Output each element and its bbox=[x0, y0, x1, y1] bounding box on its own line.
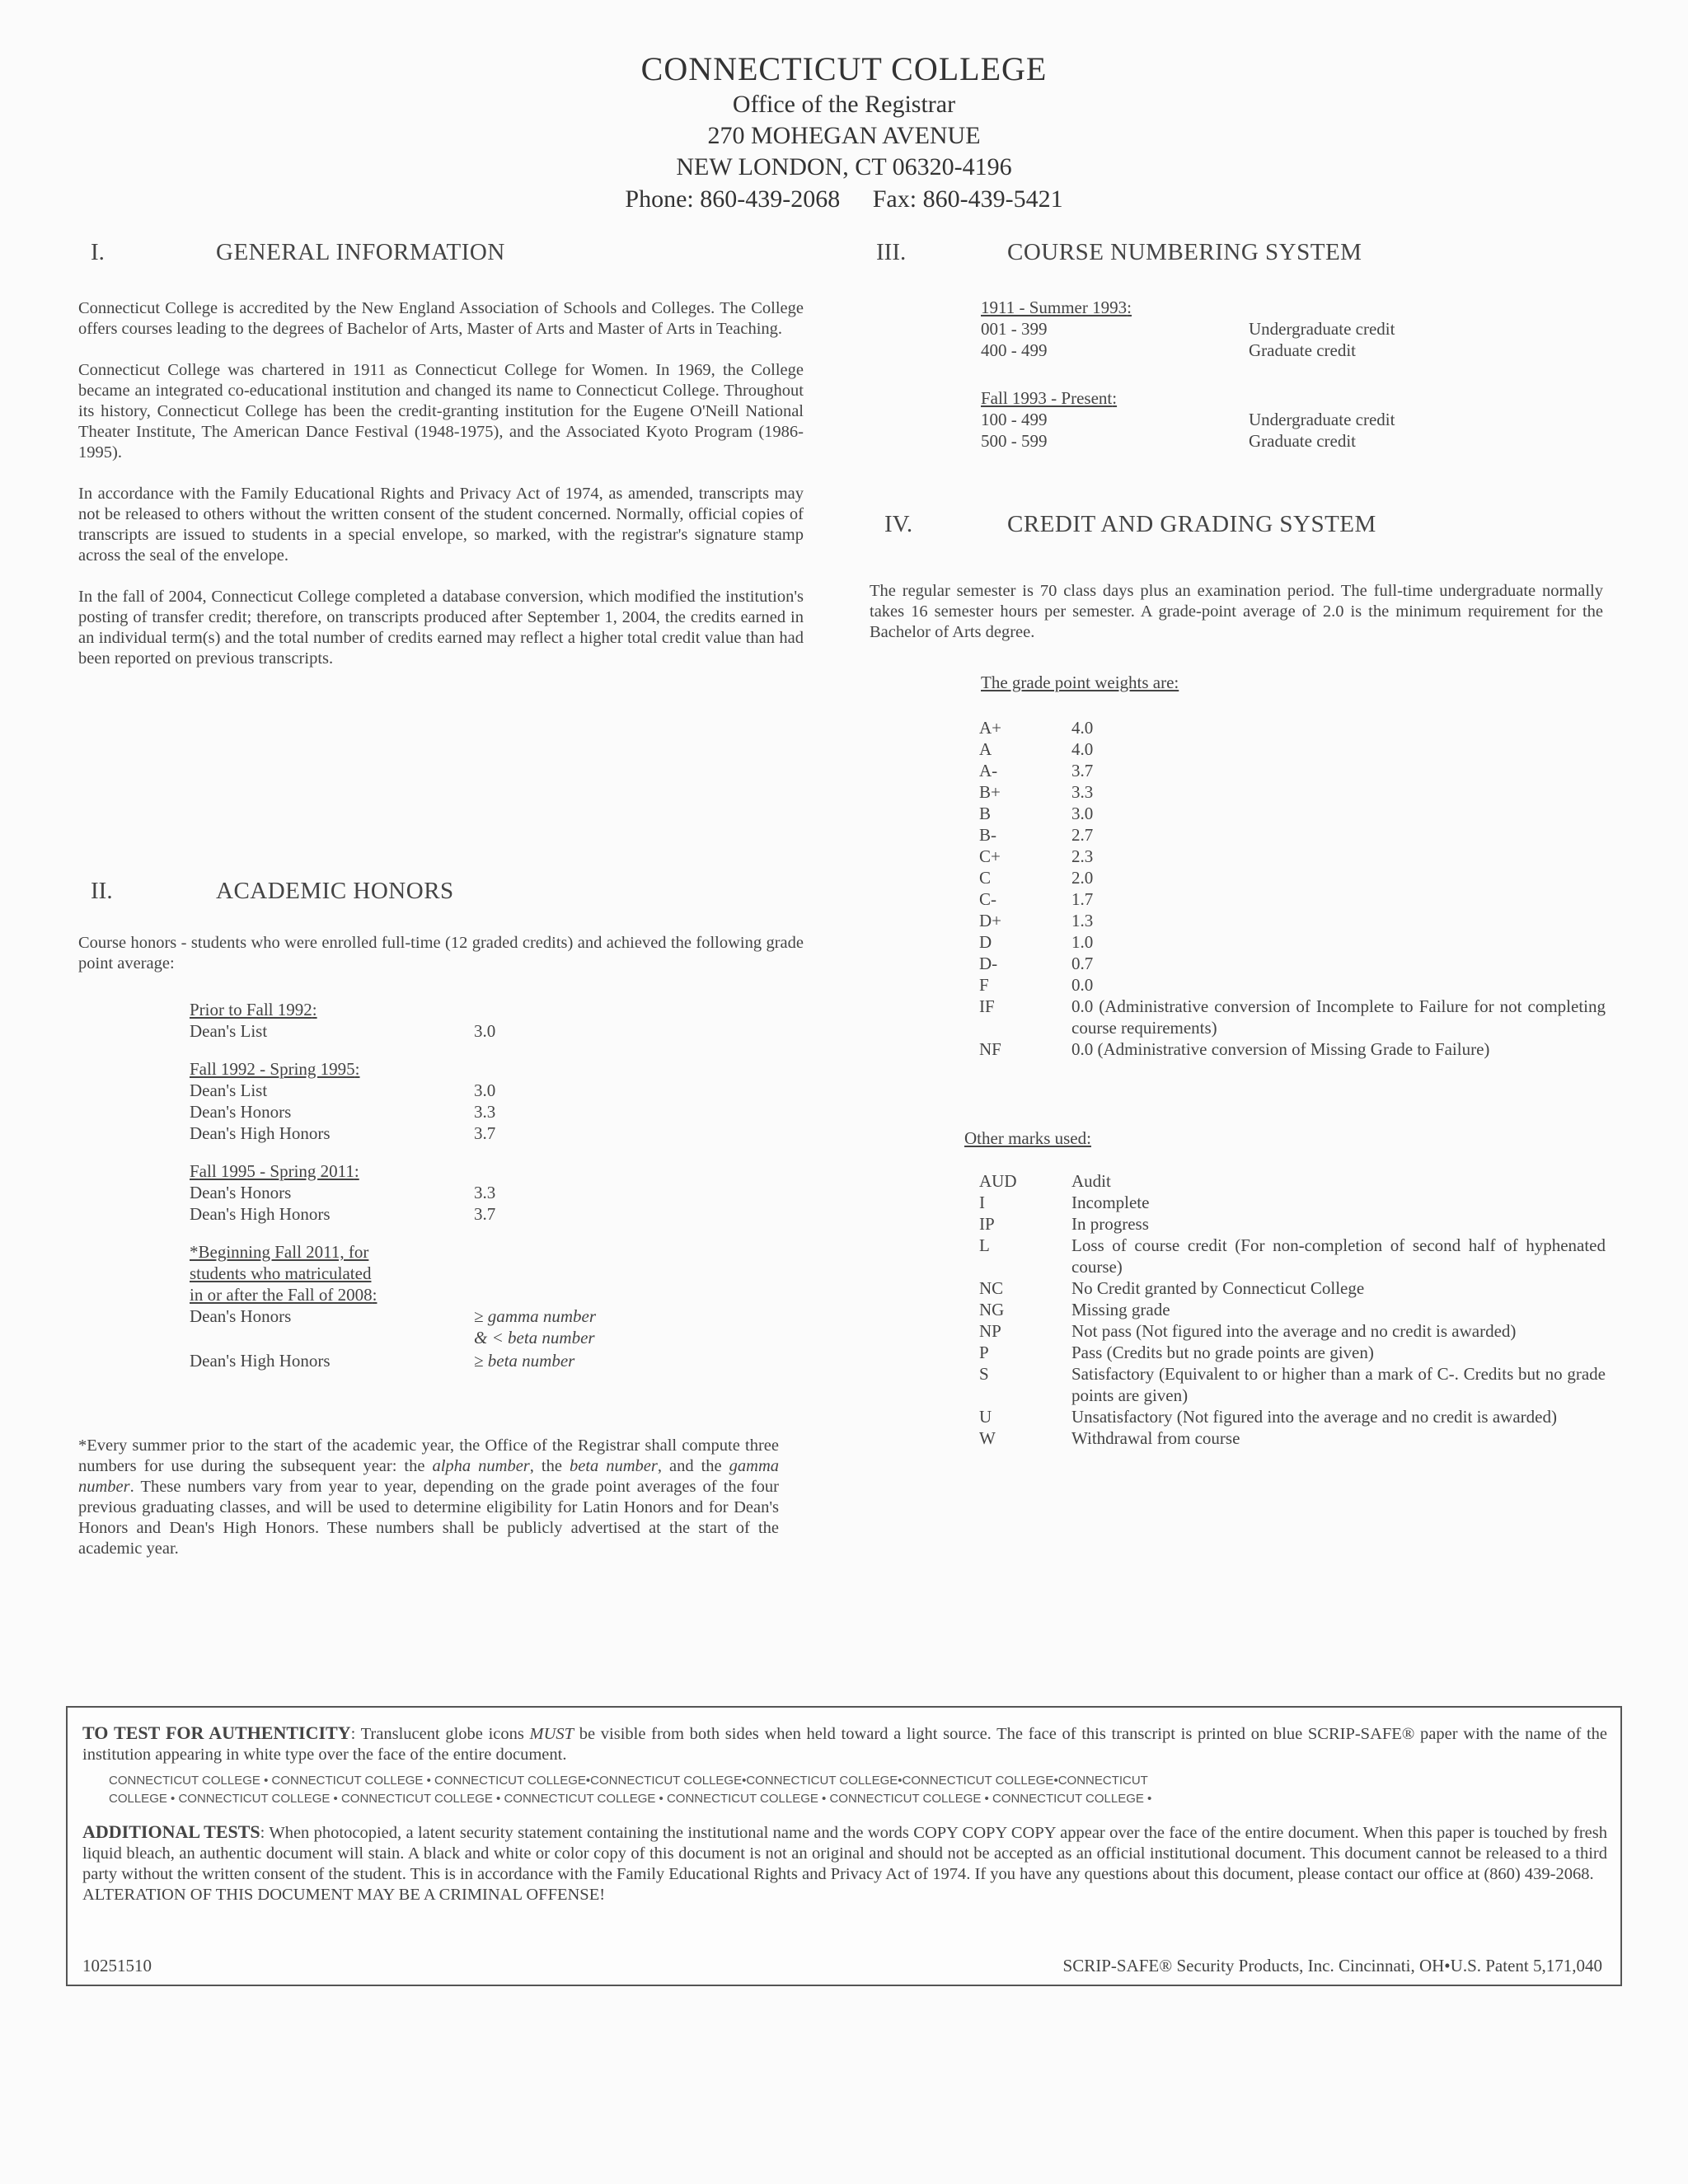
grade-value: 2.7 bbox=[1071, 825, 1094, 845]
numbering-period-title: 1911 - Summer 1993: bbox=[981, 298, 1132, 317]
security-pattern: CONNECTICUT COLLEGE • CONNECTICUT COLLEGE • CONNECTICUT COLLEGE•CONNECTICUT COLLEGE•CONNECTICUT COLLEGE•CONNECTICUT COLLEGE•CONNECTICUT COLLEGE • CONNECTICUT COLLEGE • CONNECTICUT COLLEGE • CONNECTICUT COLLEGE • CONNECTICUT COLLEGE • CONNECTICUT COLLEGE • CONNECTICUT COLLEGE • bbox=[109, 1774, 1152, 1806]
other-marks-title: Other marks used: bbox=[964, 1128, 1091, 1148]
numbering-period-title: Fall 1993 - Present: bbox=[981, 388, 1118, 408]
grade-code: A+ bbox=[979, 718, 1002, 738]
grade-value: 0.0 bbox=[1071, 975, 1094, 995]
honors-table bbox=[190, 999, 701, 1371]
grade-value: 0.0 (Administrative conversion of Incomplete to Failure for not completing course requirements) bbox=[1071, 996, 1606, 1038]
grade-value: 0.0 (Administrative conversion of Missing Grade to Failure) bbox=[1071, 1039, 1490, 1059]
grade-weight-row bbox=[979, 717, 1606, 738]
grade-value: Satisfactory (Equivalent to or higher than a mark of C-. Credits but no grade points are given) bbox=[1071, 1364, 1606, 1405]
other-mark-row bbox=[979, 1192, 1606, 1213]
grade-value: Unsatisfactory (Not figured into the average and no credit is awarded) bbox=[1071, 1407, 1557, 1427]
authenticity-test: TO TEST FOR AUTHENTICITY: Translucent globe icons MUST be visible from both sides when held toward a light source. The face of this transcript is printed on blue SCRIP-SAFE® paper with the name of the institution appearing in white type over the face of the entire document. bbox=[82, 1722, 1607, 1764]
grade-code: I bbox=[979, 1193, 985, 1212]
grade-value: 1.7 bbox=[1071, 889, 1094, 909]
grade-value: 2.3 bbox=[1071, 846, 1094, 866]
grade-code: AUD bbox=[979, 1171, 1017, 1191]
grade-code: D+ bbox=[979, 911, 1002, 930]
grade-value: 1.0 bbox=[1071, 932, 1094, 952]
grade-value: 3.0 bbox=[1071, 804, 1094, 823]
grade-weight-row bbox=[979, 996, 1606, 1038]
grade-code: A bbox=[979, 739, 992, 759]
grading-intro: The regular semester is 70 class days plus an examination period. The full-time undergraduate normally takes 16 semester hours per semester. A grade-point average of 2.0 is the minimum requirement for the Bachelor of Arts degree. bbox=[870, 582, 1603, 641]
city-address: NEW LONDON, CT 06320-4196 bbox=[676, 153, 1012, 180]
numbering-row: 001 - 399 Undergraduate credit bbox=[981, 319, 1395, 339]
grade-value: No Credit granted by Connecticut College bbox=[1071, 1278, 1365, 1298]
grade-code: L bbox=[979, 1235, 990, 1255]
grade-weights-title: The grade point weights are: bbox=[981, 673, 1179, 692]
grade-weight-row bbox=[979, 760, 1606, 781]
grade-value: 4.0 bbox=[1071, 739, 1094, 759]
grade-code: S bbox=[979, 1364, 989, 1384]
numbering-row: 500 - 599 Graduate credit bbox=[981, 431, 1357, 451]
grade-value: Incomplete bbox=[1071, 1193, 1150, 1212]
grade-value: Loss of course credit (For non-completion of second half of hyphenated course) bbox=[1071, 1235, 1606, 1277]
other-mark-row bbox=[979, 1406, 1606, 1427]
grade-code: D- bbox=[979, 954, 998, 973]
honors-period-title: Fall 1995 - Spring 2011: bbox=[190, 1161, 359, 1181]
security-manufacturer: SCRIP-SAFE® Security Products, Inc. Cincinnati, OH•U.S. Patent 5,171,040 bbox=[1062, 1956, 1602, 1975]
authenticity-box bbox=[66, 1706, 1622, 1986]
grade-weight-row bbox=[979, 738, 1606, 760]
college-name: CONNECTICUT COLLEGE bbox=[640, 50, 1048, 87]
honors-row: Dean's Honors ≥ gamma number bbox=[190, 1306, 597, 1326]
honors-period-title: in or after the Fall of 2008: bbox=[190, 1285, 377, 1305]
grade-value: 4.0 bbox=[1071, 718, 1094, 738]
other-mark-row bbox=[979, 1170, 1606, 1192]
paragraph: Connecticut College was chartered in 1911 as Connecticut College for Women. In 1969, the College became an integrated co-educational institution and changed its name to Connecticut College. Throughout its history, Connecticut College has been the credit-granting institution for the Eugene O'Neill National Theater Institute, The American Dance Festival (1948-1975), and the Associated Kyoto Program (1986-1995). bbox=[78, 361, 804, 462]
grade-value: In progress bbox=[1071, 1214, 1149, 1234]
section-title-grading: CREDIT AND GRADING SYSTEM bbox=[1007, 511, 1376, 537]
honors-row: Dean's Honors 3.3 bbox=[190, 1183, 496, 1202]
section-title-honors: ACADEMIC HONORS bbox=[216, 878, 454, 904]
section-title-numbering: COURSE NUMBERING SYSTEM bbox=[1007, 239, 1362, 265]
grade-value: Missing grade bbox=[1071, 1300, 1170, 1319]
document-code: 10251510 bbox=[82, 1956, 152, 1975]
honors-period-title: *Beginning Fall 2011, for bbox=[190, 1242, 369, 1262]
other-mark-row bbox=[979, 1363, 1606, 1406]
grade-weight-row bbox=[979, 910, 1606, 931]
paragraph: In the fall of 2004, Connecticut College completed a database conversion, which modified the institution's posting of transfer credit; therefore, on transcripts produced after September 1, 2004, the credits earned in an individual term(s) and the total number of credits earned may reflect a higher total credit value than had been reported on previous transcripts. bbox=[78, 588, 804, 668]
honors-row: Dean's List 3.0 bbox=[190, 1080, 496, 1100]
honors-intro: Course honors - students who were enrolled full-time (12 graded credits) and achieved the following grade point average: bbox=[78, 934, 804, 972]
course-numbering-table bbox=[981, 297, 1492, 452]
grade-code: NC bbox=[979, 1278, 1004, 1298]
grade-code: IF bbox=[979, 996, 995, 1016]
grade-code: NF bbox=[979, 1039, 1001, 1059]
grade-value: 3.3 bbox=[1071, 782, 1094, 802]
numbering-row: 100 - 499 Undergraduate credit bbox=[981, 410, 1395, 429]
grade-weights-list bbox=[979, 717, 1606, 1060]
grade-weight-row bbox=[979, 931, 1606, 953]
grade-code: A- bbox=[979, 761, 998, 780]
grade-value: Withdrawal from course bbox=[1071, 1428, 1240, 1448]
grade-code: B bbox=[979, 804, 992, 823]
grade-code: P bbox=[979, 1343, 989, 1362]
grade-value: Audit bbox=[1071, 1171, 1111, 1191]
other-mark-row bbox=[979, 1277, 1606, 1299]
section-number: IV. bbox=[884, 511, 913, 537]
grade-code: B+ bbox=[979, 782, 1001, 802]
section-title-general: GENERAL INFORMATION bbox=[216, 239, 505, 265]
other-mark-row bbox=[979, 1235, 1606, 1277]
grade-code: W bbox=[979, 1428, 996, 1448]
honors-row: Dean's List 3.0 bbox=[190, 1021, 496, 1041]
grade-weight-row bbox=[979, 953, 1606, 974]
grade-value: 3.7 bbox=[1071, 761, 1094, 780]
grade-weight-row bbox=[979, 824, 1606, 846]
honors-row: Dean's Honors 3.3 bbox=[190, 1102, 496, 1122]
grade-weight-row bbox=[979, 888, 1606, 910]
grade-value: 2.0 bbox=[1071, 868, 1094, 888]
general-information-body bbox=[78, 298, 804, 669]
grade-weight-row bbox=[979, 867, 1606, 888]
paragraph: Connecticut College is accredited by the New England Association of Schools and Colleges. The College offers courses leading to the degrees of Bachelor of Arts, Master of Arts and Master of Arts in Teaching. bbox=[78, 299, 804, 338]
additional-tests: ADDITIONAL TESTS: When photocopied, a latent security statement containing the institutional name and the words COPY COPY COPY appear over the face of the entire document. When this paper is touched by fresh liquid bleach, an authentic document will stain. A black and white or color copy of this document is not an original and should not be accepted as an official institutional document. This document cannot be released to a third party without the written consent of the student. This is in accordance with the Family Educational Rights and Privacy Act of 1974. If you have any questions about this document, please contact our office at (860) 439-2068. ALTERATION OF THIS DOCUMENT MAY BE A CRIMINAL OFFENSE! bbox=[82, 1821, 1608, 1904]
grade-code: C bbox=[979, 868, 992, 888]
grade-value: Pass (Credits but no grade points are given) bbox=[1071, 1343, 1374, 1362]
grade-weight-row bbox=[979, 803, 1606, 824]
phone-number: Phone: 860-439-2068 bbox=[625, 185, 841, 213]
letterhead bbox=[0, 49, 1688, 216]
grade-code: IP bbox=[979, 1214, 995, 1234]
honors-period-title: Fall 1992 - Spring 1995: bbox=[190, 1059, 360, 1079]
grade-code: C- bbox=[979, 889, 996, 909]
section-number: I. bbox=[91, 239, 105, 265]
other-mark-row bbox=[979, 1213, 1606, 1235]
other-mark-row bbox=[979, 1342, 1606, 1363]
grade-code: F bbox=[979, 975, 989, 995]
honors-row: Dean's High Honors 3.7 bbox=[190, 1123, 496, 1143]
grade-weight-row bbox=[979, 974, 1606, 996]
grade-code: NG bbox=[979, 1300, 1005, 1319]
grade-weight-row bbox=[979, 781, 1606, 803]
other-mark-row bbox=[979, 1427, 1606, 1449]
other-mark-row bbox=[979, 1320, 1606, 1342]
grade-value: 1.3 bbox=[1071, 911, 1094, 930]
section-number: III. bbox=[876, 239, 907, 265]
grade-value: Not pass (Not figured into the average and no credit is awarded) bbox=[1071, 1321, 1517, 1341]
grade-weight-row bbox=[979, 1038, 1606, 1060]
street-address: 270 MOHEGAN AVENUE bbox=[707, 122, 981, 149]
honors-period-title: students who matriculated bbox=[190, 1263, 372, 1283]
grade-weight-row bbox=[979, 846, 1606, 867]
other-mark-row bbox=[979, 1299, 1606, 1320]
fax-number: Fax: 860-439-5421 bbox=[872, 185, 1063, 213]
honors-row: Dean's High Honors 3.7 bbox=[190, 1204, 496, 1224]
grade-code: NP bbox=[979, 1321, 1001, 1341]
grade-code: B- bbox=[979, 825, 996, 845]
grade-code: D bbox=[979, 932, 992, 952]
paragraph: In accordance with the Family Educational Rights and Privacy Act of 1974, as amended, transcripts may not be released to others without the written consent of the student concerned. Normally, official copies of transcripts are issued to students in a special envelope, so marked, with the registrar's signature stamp across the seal of the envelope. bbox=[78, 485, 804, 565]
honors-row: & < beta number bbox=[474, 1328, 595, 1347]
section-number: II. bbox=[91, 878, 113, 904]
grade-code: C+ bbox=[979, 846, 1001, 866]
honors-row: Dean's High Honors ≥ beta number bbox=[190, 1351, 575, 1371]
grade-value: 0.7 bbox=[1071, 954, 1094, 973]
numbering-row: 400 - 499 Graduate credit bbox=[981, 340, 1357, 360]
contact-line bbox=[0, 183, 1688, 216]
other-marks-list bbox=[979, 1170, 1606, 1449]
grade-code: U bbox=[979, 1407, 992, 1427]
honors-footnote: *Every summer prior to the start of the academic year, the Office of the Registrar shall compute three numbers for use during the subsequent year: the alpha number, the beta number, and the gamma number. These numbers vary from year to year, depending on the grade point averages of the four previous graduating classes, and will be used to determine eligibility for Latin Honors and for Dean's Honors and Dean's High Honors. These numbers shall be publicly advertised at the start of the academic year. bbox=[78, 1436, 779, 1558]
honors-period-title: Prior to Fall 1992: bbox=[190, 1000, 317, 1019]
office-name: Office of the Registrar bbox=[732, 91, 956, 118]
